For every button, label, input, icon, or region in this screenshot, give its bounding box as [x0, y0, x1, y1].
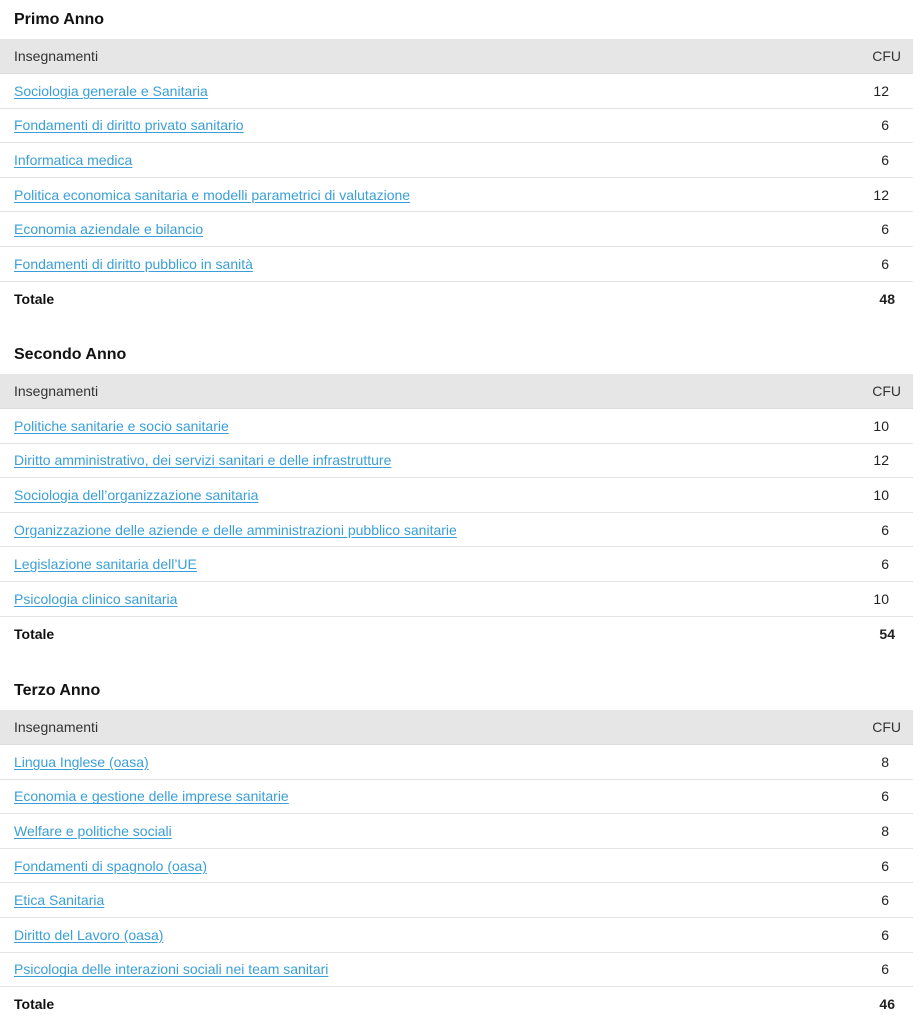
total-label: Totale — [14, 996, 55, 1013]
course-link[interactable]: Economia e gestione delle imprese sanitarie — [14, 788, 289, 805]
year-section-primo — [0, 1, 913, 316]
course-cfu: 6 — [813, 247, 913, 282]
table-row — [0, 918, 913, 953]
column-header-cfu: CFU — [813, 374, 913, 409]
column-header-courses: Insegnamenti — [0, 710, 813, 745]
course-link[interactable]: Politiche sanitarie e socio sanitarie — [14, 417, 229, 434]
course-cfu: 6 — [813, 918, 913, 953]
year-section-secondo — [0, 336, 913, 651]
table-row — [0, 443, 913, 478]
courses-table — [0, 710, 913, 1021]
course-cfu: 6 — [813, 212, 913, 247]
table-header-row — [0, 374, 913, 409]
table-row — [0, 814, 913, 849]
column-header-cfu: CFU — [813, 710, 913, 745]
total-label: Totale — [14, 290, 55, 307]
table-row — [0, 952, 913, 987]
course-link[interactable]: Informatica medica — [14, 152, 133, 169]
course-link[interactable]: Diritto del Lavoro (oasa) — [14, 926, 164, 943]
table-row — [0, 779, 913, 814]
table-row — [0, 512, 913, 547]
course-link[interactable]: Economia aziendale e bilancio — [14, 221, 204, 238]
table-row — [0, 247, 913, 282]
course-link[interactable]: Welfare e politiche sociali — [14, 823, 172, 840]
table-row — [0, 582, 913, 617]
column-header-cfu: CFU — [813, 39, 913, 74]
course-cfu: 10 — [813, 478, 913, 513]
course-link[interactable]: Organizzazione delle aziende e delle amministrazioni pubblico sanitarie — [14, 521, 457, 538]
course-link[interactable]: Etica Sanitaria — [14, 892, 105, 909]
course-link[interactable]: Fondamenti di diritto pubblico in sanità — [14, 255, 253, 272]
course-cfu: 6 — [813, 547, 913, 582]
total-row — [0, 987, 913, 1022]
course-link[interactable]: Diritto amministrativo, dei servizi sanitari e delle infrastrutture — [14, 452, 392, 469]
course-cfu: 6 — [813, 848, 913, 883]
course-cfu: 6 — [813, 143, 913, 178]
course-link[interactable]: Psicologia delle interazioni sociali nei team sanitari — [14, 961, 329, 978]
total-row — [0, 616, 913, 651]
course-cfu: 8 — [813, 814, 913, 849]
course-cfu: 6 — [813, 883, 913, 918]
course-link[interactable]: Fondamenti di spagnolo (oasa) — [14, 857, 208, 874]
courses-table — [0, 39, 913, 316]
course-link[interactable]: Sociologia generale e Sanitaria — [14, 82, 208, 99]
course-cfu: 12 — [813, 177, 913, 212]
table-row — [0, 143, 913, 178]
total-cfu: 54 — [879, 625, 895, 642]
table-header-row — [0, 710, 913, 745]
section-title: Terzo Anno — [14, 682, 101, 699]
section-title: Secondo Anno — [14, 346, 127, 363]
section-title: Primo Anno — [14, 11, 105, 28]
column-header-courses: Insegnamenti — [0, 374, 813, 409]
course-cfu: 12 — [813, 74, 913, 109]
year-section-terzo — [0, 672, 913, 1021]
course-cfu: 10 — [813, 582, 913, 617]
course-link[interactable]: Fondamenti di diritto privato sanitario — [14, 117, 244, 134]
table-row — [0, 478, 913, 513]
table-row — [0, 848, 913, 883]
courses-table — [0, 374, 913, 651]
table-row — [0, 177, 913, 212]
table-row — [0, 883, 913, 918]
table-row — [0, 547, 913, 582]
course-link[interactable]: Politica economica sanitaria e modelli parametrici di valutazione — [14, 186, 411, 203]
column-header-courses: Insegnamenti — [0, 39, 813, 74]
total-label: Totale — [14, 625, 55, 642]
course-cfu: 10 — [813, 409, 913, 444]
course-cfu: 6 — [813, 512, 913, 547]
table-header-row — [0, 39, 913, 74]
table-row — [0, 409, 913, 444]
total-cfu: 48 — [879, 290, 895, 307]
course-cfu: 8 — [813, 745, 913, 780]
course-cfu: 12 — [813, 443, 913, 478]
course-link[interactable]: Lingua Inglese (oasa) — [14, 753, 149, 770]
course-cfu: 6 — [813, 952, 913, 987]
course-cfu: 6 — [813, 108, 913, 143]
total-row — [0, 281, 913, 316]
table-row — [0, 74, 913, 109]
course-cfu: 6 — [813, 779, 913, 814]
total-cfu: 46 — [879, 996, 895, 1013]
table-row — [0, 108, 913, 143]
course-link[interactable]: Legislazione sanitaria dell’UE — [14, 556, 197, 573]
course-link[interactable]: Psicologia clinico sanitaria — [14, 590, 178, 607]
course-link[interactable]: Sociologia dell’organizzazione sanitaria — [14, 487, 259, 504]
table-row — [0, 745, 913, 780]
table-row — [0, 212, 913, 247]
